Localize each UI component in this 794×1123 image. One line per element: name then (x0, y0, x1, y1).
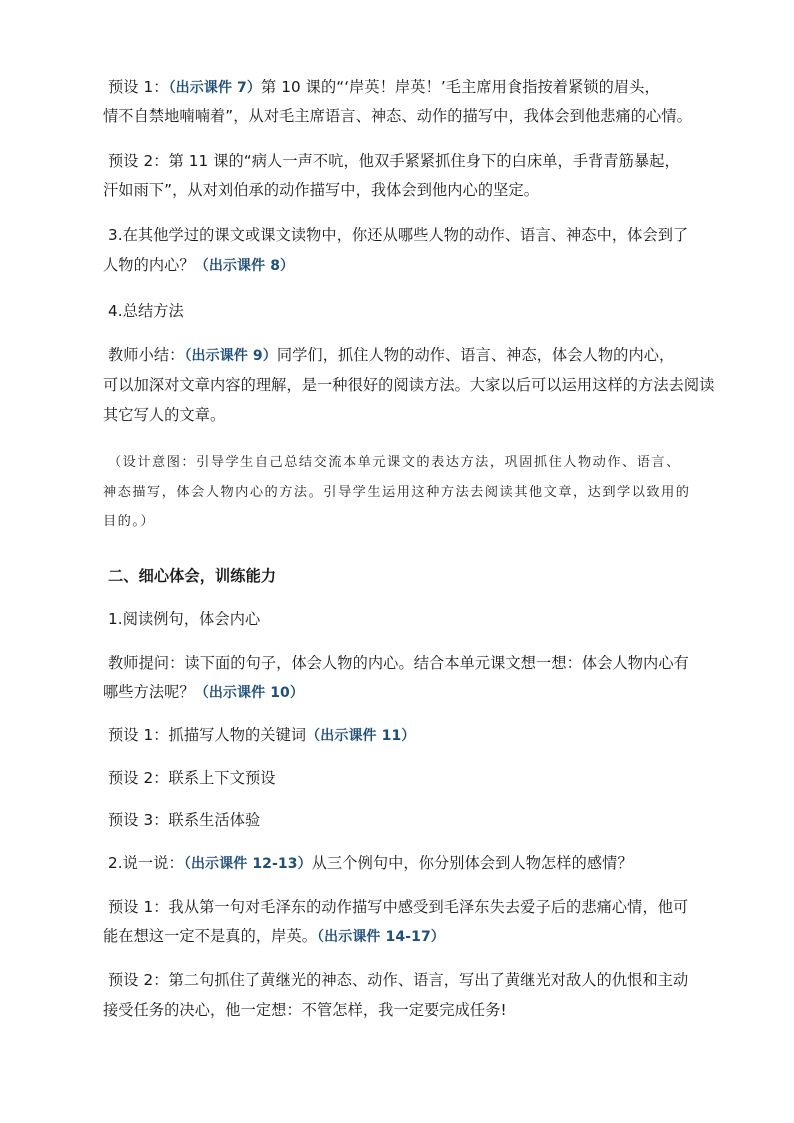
text-run: 1.阅读例句，体会内心 (108, 610, 261, 628)
courseware-ref: （出示课件 11） (306, 728, 416, 744)
line (108, 653, 689, 673)
line (108, 77, 660, 98)
text-run: 教师提问：读下面的句子，体会人物的内心。结合本单元课文想一想：体会人物内心有 (108, 654, 689, 672)
line (108, 453, 681, 473)
line (108, 970, 688, 990)
text-run: 预设 2：联系上下文预设 (108, 769, 276, 787)
courseware-ref: （出示课件 12-13） (183, 856, 312, 872)
courseware-ref: （出示课件 9） (184, 348, 277, 364)
line (108, 853, 633, 874)
text-run: 目的。） (103, 514, 156, 529)
line (108, 345, 674, 366)
text-run: 预设 1：我从第一句对毛泽东的动作描写中感受到毛泽东失去爱子后的悲痛心情，他可 (108, 898, 689, 916)
text-run: 教师小结： (108, 346, 185, 364)
text-run: 哪些方法呢？ (103, 683, 195, 701)
text-run: 预设 2：第二句抓住了黄继光的神态、动作、语言，写出了黄继光对敌人的仇恨和主动 (108, 971, 689, 989)
line (103, 682, 304, 703)
text-run: 2.说一说： (108, 854, 184, 872)
text-run: 情不自禁地喃喃着”，从对毛主席语言、神态、动作的描写中，我体会到他悲痛的心情。 (103, 107, 692, 125)
line (108, 810, 260, 830)
text-run: 4.总结方法 (108, 302, 184, 320)
text-run: 预设 2：第 11 课的“病人一声不吭，他双手紧紧抓住身下的白床单，手背青筋暴起， (108, 152, 680, 170)
line (108, 566, 276, 586)
line (103, 512, 155, 532)
text-run: 接受任务的决心，他一定想：不管怎样，我一定要完成任务! (103, 1001, 507, 1019)
text-run: 预设 1： (108, 78, 169, 96)
courseware-ref: （出示课件 8） (194, 258, 295, 274)
text-run: 从三个例句中，你分别体会到人物怎样的感情？ (311, 854, 633, 872)
line (103, 375, 715, 395)
text-run: 同学们，抓住人物的动作、语言、神态，体会人物的内心， (276, 346, 675, 364)
text-run: 能在想这一定不是真的，岸英。 (103, 927, 318, 945)
line (103, 255, 294, 276)
courseware-ref: （出示课件 7） (168, 80, 261, 96)
line (108, 897, 688, 917)
text-run: 神态描写，体会人物内心的方法。引导学生运用这种方法去阅读其他文章，达到学以致用的 (103, 485, 691, 500)
line (108, 768, 276, 788)
text-run: 其它写人的文章。 (103, 406, 226, 424)
line (103, 1000, 507, 1020)
text-run: 预设 3：联系生活体验 (108, 811, 261, 829)
courseware-ref: （出示课件 10） (194, 685, 304, 701)
line (108, 725, 415, 746)
line (103, 180, 539, 200)
courseware-ref: （出示课件 14-17） (317, 929, 445, 945)
heading-text: 二、细心体会，训练能力 (108, 567, 277, 585)
text-run: 可以加深对文章内容的理解，是一种很好的阅读方法。大家以后可以运用这样的方法去阅读 (103, 376, 715, 394)
line (108, 225, 688, 245)
text-run: 预设 1：抓描写人物的关键词 (108, 726, 307, 744)
line (108, 151, 680, 171)
line (103, 405, 225, 425)
text-run: 3.在其他学过的课文或课文读物中，你还从哪些人物的动作、语言、神态中，体会到了 (108, 226, 689, 244)
text-run: （设计意图：引导学生自己总结交流本单元课文的表达方法，巩固抓住人物动作、语言、 (108, 455, 681, 470)
line (108, 301, 184, 321)
line (103, 926, 445, 947)
text-run: 汗如雨下”，从对刘伯承的动作描写中，我体会到他内心的坚定。 (103, 181, 540, 199)
line (103, 483, 691, 503)
line (108, 609, 260, 629)
line (103, 106, 692, 126)
text-run: 第 10 课的“‘岸英！岸英！’毛主席用食指按着紧锁的眉头， (260, 78, 660, 96)
text-run: 人物的内心？ (103, 256, 195, 274)
